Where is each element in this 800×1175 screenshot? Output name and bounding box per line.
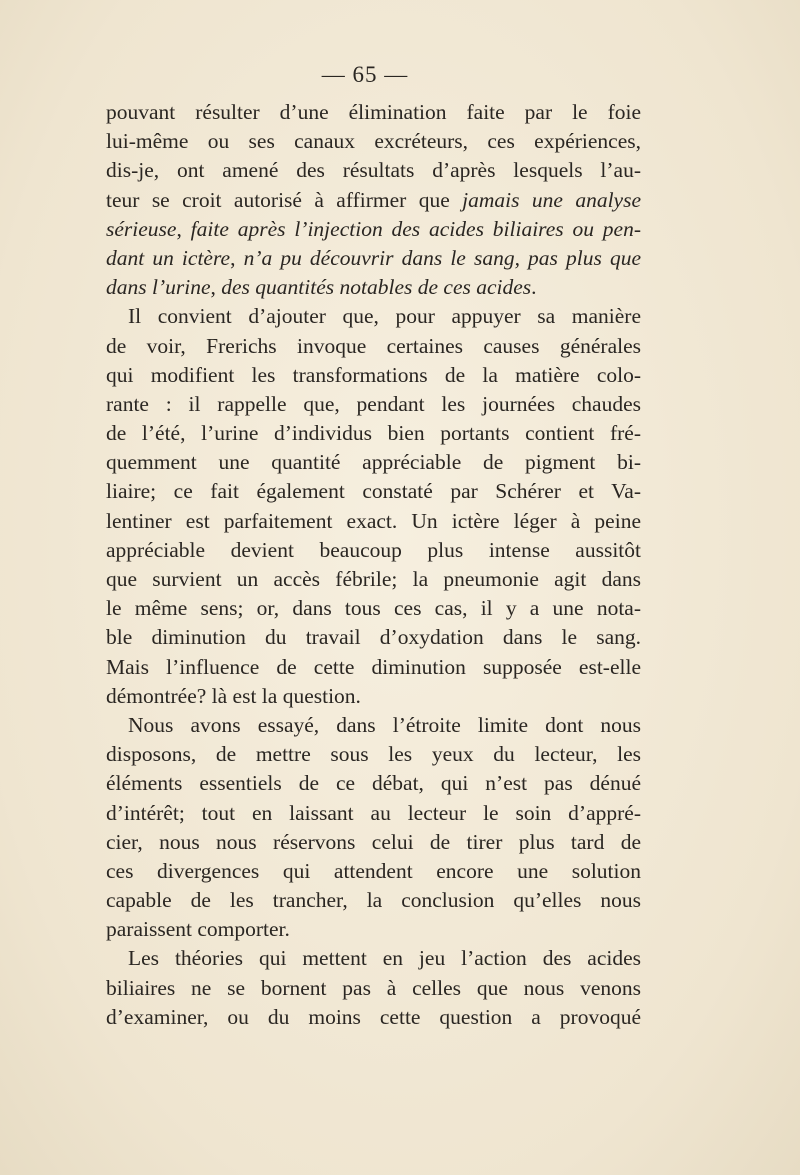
text-line [106, 507, 641, 536]
text-line [106, 98, 641, 127]
text-line [106, 653, 641, 682]
text-line [106, 565, 641, 594]
text-run: d’examiner, ou du moins cette question a provoqué [106, 1004, 641, 1029]
text-line [106, 332, 641, 361]
text-line [106, 127, 641, 156]
text-run: pouvant résulter d’une élimination faite par le foie [106, 100, 641, 124]
text-run: éléments essentiels de ce débat, qui n’est pas dénué [106, 771, 641, 796]
paragraph [106, 98, 641, 302]
text-run: liaire; ce fait également constaté par Schérer et Va- [106, 479, 641, 504]
text-run: , [210, 275, 222, 300]
text-run: biliaires ne se bornent pas à celles que nous venons [106, 975, 641, 1000]
text-run: capable de les trancher, la conclusion qu’elles nous [106, 888, 641, 913]
text-run: dis-je, ont amené des résultats d’après lesquels l’au- [106, 158, 641, 183]
text-line [106, 215, 641, 244]
text-run: Mais l’influence de cette diminution supposée est-elle [106, 654, 641, 679]
text-line [106, 769, 641, 798]
text-line [106, 623, 641, 652]
text-line [106, 419, 641, 448]
text-line [106, 156, 641, 185]
paragraph [106, 944, 641, 1032]
text-run: lentiner est parfaitement exact. Un ictère léger à peine [106, 508, 641, 533]
text-run: démontrée? là est la question. [106, 683, 361, 708]
text-line [106, 273, 641, 302]
body-text [106, 98, 641, 1032]
paragraph [106, 302, 641, 711]
page-number: — 65 — [321, 62, 409, 87]
text-line [106, 302, 641, 331]
text-run: ces divergences qui attendent encore une solution [106, 858, 641, 883]
italic-run: dant un ictère [106, 245, 231, 270]
text-run: teur se croit autorisé à affirmer que [106, 187, 463, 212]
text-line [106, 974, 641, 1003]
text-line [106, 594, 641, 623]
text-run: Nous avons essayé, dans l’étroite limite dont nous [128, 712, 641, 737]
text-run: Les théories qui mettent en jeu l’action des acides [128, 946, 641, 971]
paragraph [106, 711, 641, 945]
italic-run: n’a pu découvrir dans le sang, pas plus que [243, 245, 642, 270]
text-line [106, 886, 641, 915]
text-line [106, 944, 641, 973]
text-run: que survient un accès fébrile; la pneumonie agit dans [106, 567, 641, 591]
text-line [106, 186, 641, 215]
text-line [106, 448, 641, 477]
text-run: disposons, de mettre sous les yeux du lecteur, les [106, 742, 641, 767]
text-run: de voir, Frerichs invoque certaines causes générales [106, 333, 641, 358]
text-run: Il convient d’ajouter que, pour appuyer sa manière [128, 304, 641, 329]
text-line [106, 390, 641, 419]
text-run: , [230, 245, 244, 270]
italic-run: jamais une analyse [462, 187, 641, 212]
text-line [106, 477, 641, 506]
text-line [106, 799, 641, 828]
text-run: ble diminution du travail d’oxydation dans le sang. [106, 625, 641, 650]
text-line [106, 857, 641, 886]
text-line [106, 536, 641, 565]
text-line [106, 361, 641, 390]
italic-run: dans l’urine [106, 275, 211, 300]
text-line [106, 1003, 641, 1032]
italic-run: des quantités notables de ces acides [221, 275, 532, 300]
text-run: qui modifient les transformations de la matière colo- [106, 362, 641, 387]
text-line [106, 711, 641, 740]
text-line [106, 915, 641, 944]
text-run: . [531, 275, 537, 300]
text-run: de l’été, l’urine d’individus bien portants contient fré- [106, 421, 641, 446]
text-line [106, 740, 641, 769]
text-run: le même sens; or, dans tous ces cas, il y a une nota- [106, 596, 641, 621]
text-run: d’intérêt; tout en laissant au lecteur le soin d’appré- [106, 800, 641, 825]
text-run: , [176, 216, 191, 241]
text-line [106, 244, 641, 273]
text-run: cier, nous nous réservons celui de tirer plus tard de [106, 829, 641, 854]
text-run: paraissent comporter. [106, 917, 290, 942]
text-run: quemment une quantité appréciable de pigment bi- [106, 450, 641, 475]
text-run: rante : il rappelle que, pendant les journées chaudes [106, 391, 641, 416]
text-run: appréciable devient beaucoup plus intense aussitôt [106, 537, 641, 562]
text-line [106, 682, 641, 711]
italic-run: sérieuse [106, 216, 177, 241]
italic-run: faite après l’injection des acides biliaires ou pen- [190, 216, 642, 241]
text-run: lui-même ou ses canaux excréteurs, ces expériences, [106, 129, 641, 154]
text-line [106, 828, 641, 857]
